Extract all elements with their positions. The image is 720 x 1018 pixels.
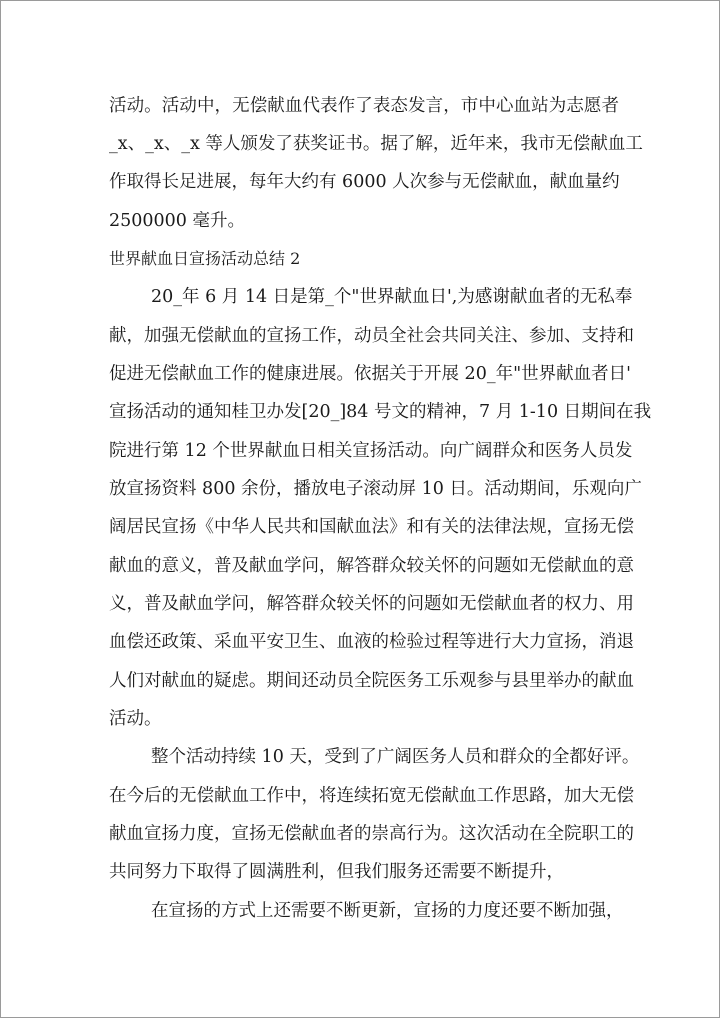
paragraph-2-line-4: 宣扬活动的通知桂卫办发[20_]84 号文的精神，7 月 1-10 日期间在我	[109, 402, 652, 422]
paragraph-2-line-9: 义，普及献血学问，解答群众较关怀的问题如无偿献血者的权力、用	[109, 594, 634, 614]
paragraph-3-line-4: 共同努力下取得了圆满胜利，但我们服务还需要不断提升，	[109, 862, 564, 882]
paragraph-2-line-3: 促进无偿献血工作的健康进展。依据关于开展 20_年"世界献血者日'	[109, 364, 631, 384]
paragraph-2-line-8: 献血的意义，普及献血学问，解答群众较关怀的问题如无偿献血的意	[109, 556, 634, 576]
paragraph-2-line-6: 放宣扬资料 800 余份，播放电子滚动屏 10 日。活动期间，乐观向广	[109, 479, 642, 499]
paragraph-1-line-1: 活动。活动中，无偿献血代表作了表态发言，市中心血站为志愿者	[109, 96, 619, 116]
paragraph-3-line-3: 献血宣扬力度，宣扬无偿献血者的崇高行为。这次活动在全院职工的	[109, 824, 634, 844]
paragraph-2-line-5: 院进行第 12 个世界献血日相关宣扬活动。向广阔群众和医务人员发	[109, 441, 633, 461]
paragraph-1-line-4: 2500000 毫升。	[109, 211, 246, 231]
paragraph-2-line-2: 献，加强无偿献血的宣扬工作，动员全社会共同关注、参加、支持和	[109, 326, 634, 346]
section-heading: 世界献血日宣扬活动总结 2	[109, 249, 301, 268]
paragraph-1-line-3: 作取得长足进展，每年大约有 6000 人次参与无偿献血，献血量约	[109, 172, 620, 192]
paragraph-2-line-10: 血偿还政策、采血平安卫生、血液的检验过程等进行大力宣扬，消退	[109, 632, 634, 652]
paragraph-2-line-7: 阔居民宣扬《中华人民共和国献血法》和有关的法律法规，宣扬无偿	[109, 517, 634, 537]
paragraph-2-line-1: 20_年 6 月 14 日是第_个"世界献血日',为感谢献血者的无私奉	[151, 287, 633, 307]
paragraph-4-line-1: 在宣扬的方式上还需要不断更新，宣扬的力度还要不断加强，	[151, 901, 624, 921]
paragraph-2-line-11: 人们对献血的疑虑。期间还动员全院医务工乐观参与县里举办的献血	[109, 671, 634, 691]
paragraph-3-line-1: 整个活动持续 10 天，受到了广阔医务人员和群众的全都好评。	[151, 747, 640, 767]
paragraph-3-line-2: 在今后的无偿献血工作中，将连续拓宽无偿献血工作思路，加大无偿	[109, 786, 634, 806]
paragraph-2-line-12: 活动。	[109, 709, 162, 729]
paragraph-1-line-2: _x、_x、_x 等人颁发了获奖证书。据了解，近年来，我市无偿献血工	[109, 134, 643, 154]
